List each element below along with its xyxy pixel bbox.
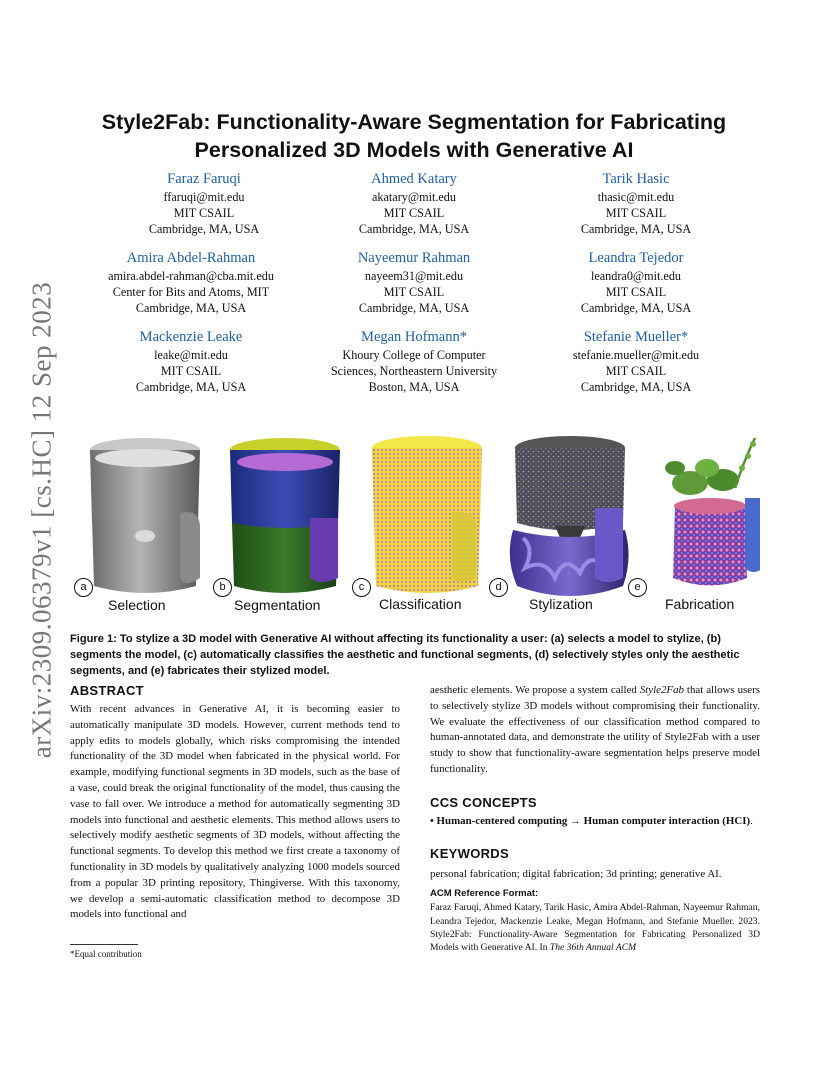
- author-location: Cambridge, MA, USA: [580, 380, 692, 394]
- author-4: [71, 249, 311, 316]
- footnote: *Equal contribution: [70, 949, 142, 959]
- author-name[interactable]: Nayeemur Rahman: [357, 250, 471, 266]
- author-location: Cambridge, MA, USA: [580, 222, 692, 236]
- step-label: Classification: [379, 596, 462, 612]
- abstract-continued-text-2: that allows users to selectively stylize 3D models without compromising their functionality. We evaluate the effectiveness of our classification method compared to human-annotated data, and demonstrate the utility of Style2Fab with a user study to show that functionality-aware segmentation helps preserve model functionality.: [430, 684, 760, 775]
- author-email: stefanie.mueller@mit.edu: [572, 348, 700, 362]
- system-name: Style2Fab: [639, 684, 684, 696]
- author-location: Cambridge, MA, USA: [135, 380, 247, 394]
- author-1: [84, 170, 324, 237]
- author-name[interactable]: Mackenzie Leake: [139, 329, 243, 345]
- author-email: amira.abdel-rahman@cba.mit.edu: [108, 269, 274, 283]
- author-name[interactable]: Ahmed Katary: [371, 171, 457, 187]
- author-5: [294, 249, 534, 316]
- author-affiliation: MIT CSAIL: [160, 364, 222, 378]
- author-location: Boston, MA, USA: [368, 380, 460, 394]
- author-affiliation: MIT CSAIL: [383, 206, 445, 220]
- title-line-1: Style2Fab: Functionality-Aware Segmentation for Fabricating: [101, 110, 727, 134]
- author-affiliation: MIT CSAIL: [605, 364, 667, 378]
- author-8: [294, 328, 534, 395]
- step-label: Stylization: [529, 596, 593, 612]
- model-stylization: [510, 436, 629, 596]
- footnote-divider: [70, 944, 138, 945]
- step-marker: c: [352, 578, 371, 597]
- ccs-text: [430, 814, 760, 830]
- figure-caption: Figure 1: To stylize a 3D model with Generative AI without affecting its functionality a user: (a) selects a model to stylize, (b) segments the model, (c) automatically classifies the aesthetic and functional segments, (d) selectively styles only the aesthetic segments, and (e) fabricates their stylized model.: [70, 633, 740, 677]
- abstract-continued-text: aesthetic elements. We propose a system called: [430, 684, 640, 696]
- keywords-text: personal fabrication; digital fabrication; 3d printing; generative AI.: [430, 867, 722, 880]
- author-name[interactable]: Faraz Faruqi: [167, 171, 241, 187]
- step-label: Segmentation: [234, 597, 321, 613]
- teaser-figure: [70, 428, 760, 623]
- author-3: [516, 170, 756, 237]
- author-affiliation: MIT CSAIL: [605, 206, 667, 220]
- figure-illustration: [70, 428, 760, 623]
- step-marker: d: [489, 578, 508, 597]
- author-name[interactable]: Tarik Hasic: [602, 171, 670, 187]
- author-affiliation: Khoury College of Computer: [342, 348, 486, 362]
- author-affiliation: Sciences, Northeastern University: [330, 364, 498, 378]
- author-email: akatary@mit.edu: [372, 190, 456, 204]
- author-7: [71, 328, 311, 395]
- author-name[interactable]: Leandra Tejedor: [588, 250, 684, 266]
- author-9: [516, 328, 756, 395]
- model-fabrication: [665, 438, 760, 586]
- author-6: [516, 249, 756, 316]
- model-selection: [90, 438, 200, 593]
- step-marker: b: [213, 578, 232, 597]
- author-name[interactable]: Stefanie Mueller*: [583, 329, 689, 345]
- author-email: leake@mit.edu: [154, 348, 228, 362]
- author-email: leandra0@mit.edu: [590, 269, 682, 283]
- author-location: Cambridge, MA, USA: [580, 301, 692, 315]
- step-marker: a: [74, 578, 93, 597]
- author-affiliation: Center for Bits and Atoms, MIT: [112, 285, 270, 299]
- left-column: [70, 683, 400, 923]
- author-email: ffaruqi@mit.edu: [163, 190, 245, 204]
- author-email: thasic@mit.edu: [597, 190, 675, 204]
- author-location: Cambridge, MA, USA: [358, 222, 470, 236]
- ccs-concept: • Human-centered computing → Human computer interaction (HCI): [430, 814, 751, 827]
- right-column: [430, 683, 760, 955]
- author-name[interactable]: Amira Abdel-Rahman: [126, 250, 256, 266]
- step-marker: e: [628, 578, 647, 597]
- author-location: Cambridge, MA, USA: [358, 301, 470, 315]
- arxiv-identifier: arXiv:2309.06379v1 [cs.HC] 12 Sep 2023: [26, 281, 57, 759]
- acm-ref-heading: ACM Reference Format:: [430, 888, 539, 900]
- acm-ref-text: [430, 901, 760, 954]
- model-segmentation: [230, 438, 340, 593]
- author-affiliation: MIT CSAIL: [605, 285, 667, 299]
- paper-title: [70, 108, 758, 164]
- model-classification: [372, 436, 482, 593]
- author-2: [294, 170, 534, 237]
- author-location: Cambridge, MA, USA: [148, 222, 260, 236]
- ccs-heading: CCS CONCEPTS: [430, 794, 537, 810]
- acm-ref-main: Faraz Faruqi, Ahmed Katary, Tarik Hasic, Amira Abdel-Rahman, Nayeemur Rahman, Leandra Tejedor, Mackenzie Leake, Megan Hofmann, and Stefanie Mueller. 2023. Style2Fab: Functionality-Aware Segmentation for Fabricating Personalized 3D Models with Generative AI. In: [430, 902, 760, 954]
- title-line-2: Personalized 3D Models with Generative AI: [194, 138, 634, 162]
- abstract-heading: ABSTRACT: [70, 683, 144, 698]
- keywords-heading: KEYWORDS: [430, 845, 509, 861]
- abstract-text: With recent advances in Generative AI, it is becoming easier to automatically manipulate 3D models. However, current methods tend to apply edits to models globally, which risks compromising the intended functionality of the 3D model when fabricated in the physical world. For example, modifying functional segments in 3D models, such as the base of a vase, could break the original functionality of the model, thus causing the vase to fall over. We introduce a method for automatically segmenting 3D models into functional and aesthetic elements. This method allows users to selectively modify aesthetic segments of 3D models, without affecting the functional segments. To develop this method we first create a taxonomy of functionality in 3D models by qualitatively analyzing 1000 models sourced from a popular 3D printing repository, Thingiverse. With this taxonomy, we develop a semi-automatic classification method to decompose 3D models into functional and: [70, 703, 400, 921]
- author-location: Cambridge, MA, USA: [135, 301, 247, 315]
- author-affiliation: MIT CSAIL: [173, 206, 235, 220]
- step-label: Fabrication: [665, 596, 735, 612]
- author-name[interactable]: Megan Hofmann*: [361, 329, 467, 345]
- acm-ref-venue: The 36th Annual ACM: [549, 942, 637, 954]
- author-affiliation: MIT CSAIL: [383, 285, 445, 299]
- author-email: nayeem31@mit.edu: [364, 269, 464, 283]
- step-label: Selection: [108, 597, 166, 613]
- arxiv-sidebar: [0, 0, 60, 1072]
- abstract-continued: [430, 683, 760, 778]
- ccs-tail: .: [750, 814, 753, 827]
